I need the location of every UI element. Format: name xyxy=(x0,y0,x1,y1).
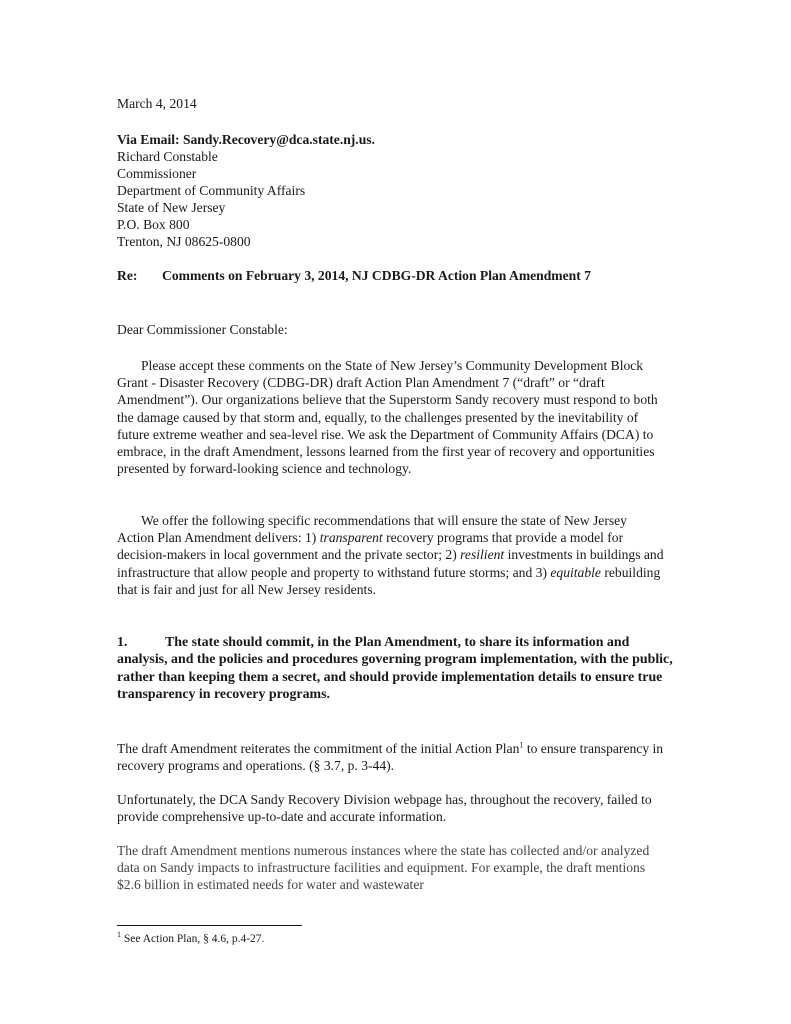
recipient-title: Commissioner xyxy=(117,166,197,181)
footnote-ref: 1 xyxy=(519,740,524,750)
section-1-number: 1. xyxy=(117,635,128,650)
section-1-heading-text: The state should commit, in the Plan Amendment, to share its information and analysis, and the policies and procedures governing program implementation, with the public, rather than keeping them a secret, and should provide implementation details to ensure true transparency in recovery programs. xyxy=(117,635,673,703)
salutation: Dear Commissioner Constable: xyxy=(117,322,288,337)
paragraph-recommendations: We offer the following specific recommendations that will ensure the state of New Jersey Action Plan Amendment delivers: 1) transparent recovery programs that provide a model for decision-makers in local government and the private sector; 2) resilient investments in buildings and infrastructure that allow people and property to withstand future storms; and 3) equitable rebuilding that is fair and just for all New Jersey residents. xyxy=(117,513,664,597)
re-subject: Comments on February 3, 2014, NJ CDBG-DR Action Plan Amendment 7 xyxy=(162,268,591,283)
recipient-city: Trenton, NJ 08625-0800 xyxy=(117,234,251,249)
letter-date: March 4, 2014 xyxy=(117,96,197,111)
recipient-po-box: P.O. Box 800 xyxy=(117,217,190,232)
paragraph-webpage: Unfortunately, the DCA Sandy Recovery Division webpage has, throughout the recovery, failed to provide comprehensive up-to-date and accurate information. xyxy=(117,792,652,825)
recipient-state: State of New Jersey xyxy=(117,200,226,215)
section-1-heading xyxy=(117,634,677,704)
footnote: $^1$ See Action Plan, § 4.6, p.4-27. xyxy=(117,930,265,945)
paragraph-intro: Please accept these comments on the State of New Jersey’s Community Development Block Grant - Disaster Recovery (CDBG-DR) draft Action Plan Amendment 7 (“draft” or “draft Amendment”). Our organizations believe that the Superstorm Sandy recovery must respond to both the damage caused by that storm and, equally, to the challenges presented by the inevitability of future extreme weather and sea-level rise. We ask the Department of Community Affairs (DCA) to embrace, in the draft Amendment, lessons learned from the first year of recovery and opportunities presented by forward-looking science and technology. xyxy=(117,358,658,477)
paragraph-transparency: The draft Amendment reiterates the commitment of the initial Action Plan$^1$ to ensure transparency in recovery programs and operations. (§ 3.7, p. 3-44). xyxy=(117,740,664,774)
footnote-divider xyxy=(117,925,302,926)
recipient-name: Richard Constable xyxy=(117,149,218,164)
paragraph-data: The draft Amendment mentions numerous instances where the state has collected and/or analyzed data on Sandy impacts to infrastructure facilities and equipment. For example, the draft mentions $2.6 billion in estimated needs for water and wastewater xyxy=(117,843,650,893)
recipient-department: Department of Community Affairs xyxy=(117,183,306,198)
via-email-line: Via Email: Sandy.Recovery@dca.state.nj.us. xyxy=(117,132,375,147)
re-label: Re: xyxy=(117,268,138,283)
